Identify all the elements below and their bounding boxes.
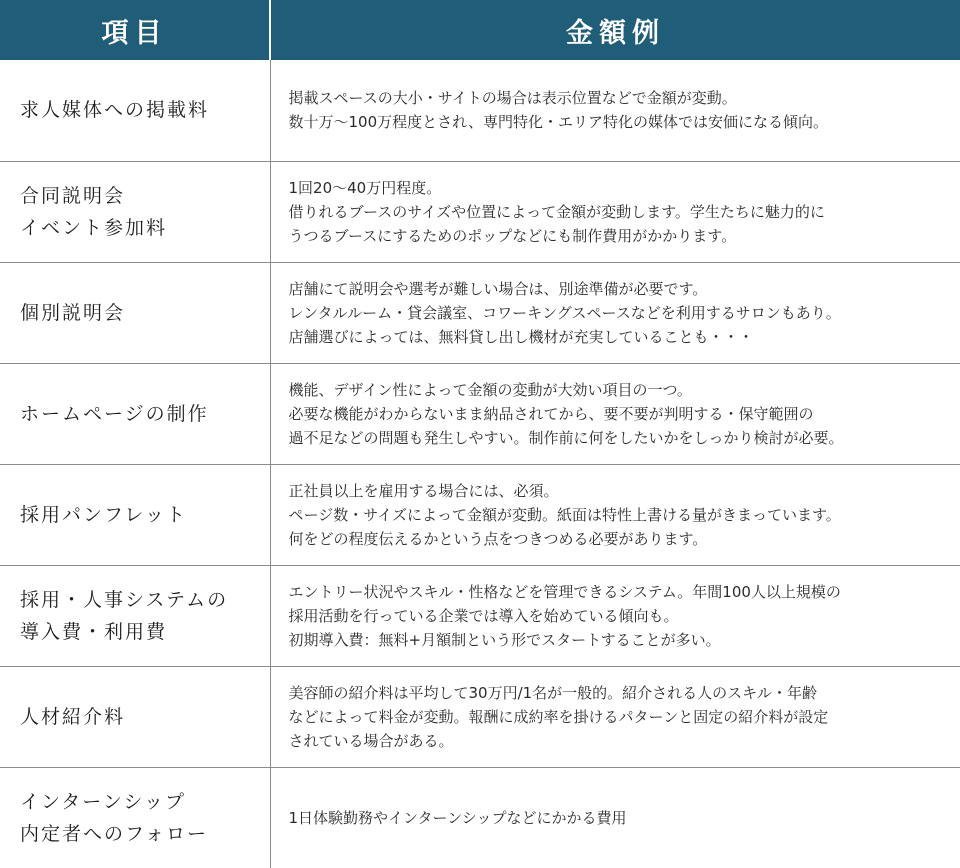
item-label-line: 採用・人事システムの — [20, 588, 229, 611]
item-cell — [0, 60, 270, 161]
amount-text-line: などによって料金が変動。報酬に成約率を掛けるパターンと固定の紹介料が設定 — [288, 707, 829, 726]
amount-text-line: 1日体験勤務やインターンシップなどにかかる費用 — [288, 808, 627, 827]
table-row — [0, 666, 960, 767]
item-label-line: 求人媒体への掲載料 — [20, 99, 210, 122]
item-label-line: 採用パンフレット — [20, 503, 188, 526]
table-row — [0, 767, 960, 868]
amount-cell — [270, 767, 960, 868]
header-item: 項目 — [0, 0, 270, 60]
amount-text-line: レンタルルーム・貸会議室、コワーキングスペースなどを利用するサロンもあり。 — [288, 303, 841, 322]
item-cell — [0, 666, 270, 767]
table-row — [0, 60, 960, 161]
header-row — [0, 0, 960, 60]
amount-text-line: エントリー状況やスキル・性格などを管理できるシステム。年間100人以上規模の — [288, 582, 841, 601]
amount-text-line: 初期導入費：無料+月額制という形でスタートすることが多い。 — [288, 630, 721, 649]
item-cell — [0, 767, 270, 868]
item-label-line: ホームページの制作 — [20, 402, 209, 425]
amount-cell — [270, 363, 960, 464]
amount-cell — [270, 666, 960, 767]
item-label-line: 合同説明会 — [20, 184, 126, 207]
amount-text-line: 掲載スペースの大小・サイトの場合は表示位置などで金額が変動。 — [288, 89, 737, 108]
item-cell — [0, 161, 270, 262]
amount-text-line: 必要な機能がわからないまま納品されてから、要不要が判明する・保守範囲の — [288, 404, 814, 423]
item-label-line: 導入費・利用費 — [20, 620, 168, 643]
table-row — [0, 262, 960, 363]
table-body — [0, 60, 960, 868]
table-row — [0, 464, 960, 565]
item-cell — [0, 464, 270, 565]
amount-text-line: 店舗選びによっては、無料貸し出し機材が充実していることも・・・ — [288, 327, 754, 346]
table-row — [0, 363, 960, 464]
amount-text-line: 正社員以上を雇用する場合には、必須。 — [288, 481, 559, 500]
amount-text-line: 機能、デザイン性によって金額の変動が大効い項目の一つ。 — [288, 380, 692, 399]
header-amount: 金額例 — [270, 0, 960, 60]
amount-text-line: されている場合がある。 — [288, 731, 454, 750]
item-label-line: 内定者へのフォロー — [20, 822, 209, 845]
amount-cell — [270, 464, 960, 565]
amount-cell — [270, 60, 960, 161]
amount-text-line: うつるブースにするためのポップなどにも制作費用がかかります。 — [288, 226, 737, 245]
amount-text-line: 1回20〜40万円程度。 — [288, 178, 442, 197]
amount-text-line: 何をどの程度伝えるかという点をつきつめる必要があります。 — [288, 529, 708, 548]
item-cell — [0, 262, 270, 363]
amount-cell — [270, 161, 960, 262]
amount-text-line: 数十万〜100万程度とされ、専門特化・エリア特化の媒体では安価になる傾向。 — [288, 113, 829, 132]
table-row — [0, 161, 960, 262]
item-label-line: インターンシップ — [20, 790, 187, 813]
item-label-line: 個別説明会 — [20, 301, 126, 324]
item-label-line: 人材紹介料 — [20, 705, 126, 728]
table-row — [0, 565, 960, 666]
item-label-line: イベント参加料 — [20, 216, 168, 239]
amount-text-line: 美容師の紹介料は平均して30万円/1名が一般的。紹介される人のスキル・年齢 — [288, 683, 818, 702]
item-cell — [0, 565, 270, 666]
amount-cell — [270, 262, 960, 363]
item-cell — [0, 363, 270, 464]
amount-text-line: 過不足などの問題も発生しやすい。制作前に何をしたいかをしっかり検討が必要。 — [288, 428, 844, 447]
amount-text-line: ページ数・サイズによって金額が変動。紙面は特性上書ける量がきまっています。 — [288, 505, 841, 524]
amount-text-line: 採用活動を行っている企業では導入を始めている傾向も。 — [288, 606, 679, 625]
table-header — [0, 0, 960, 60]
amount-text-line: 店舗にて説明会や選考が難しい場合は、別途準備が必要です。 — [288, 279, 708, 298]
amount-cell — [270, 565, 960, 666]
amount-text-line: 借りれるブースのサイズや位置によって金額が変動します。学生たちに魅力的に — [288, 202, 825, 221]
